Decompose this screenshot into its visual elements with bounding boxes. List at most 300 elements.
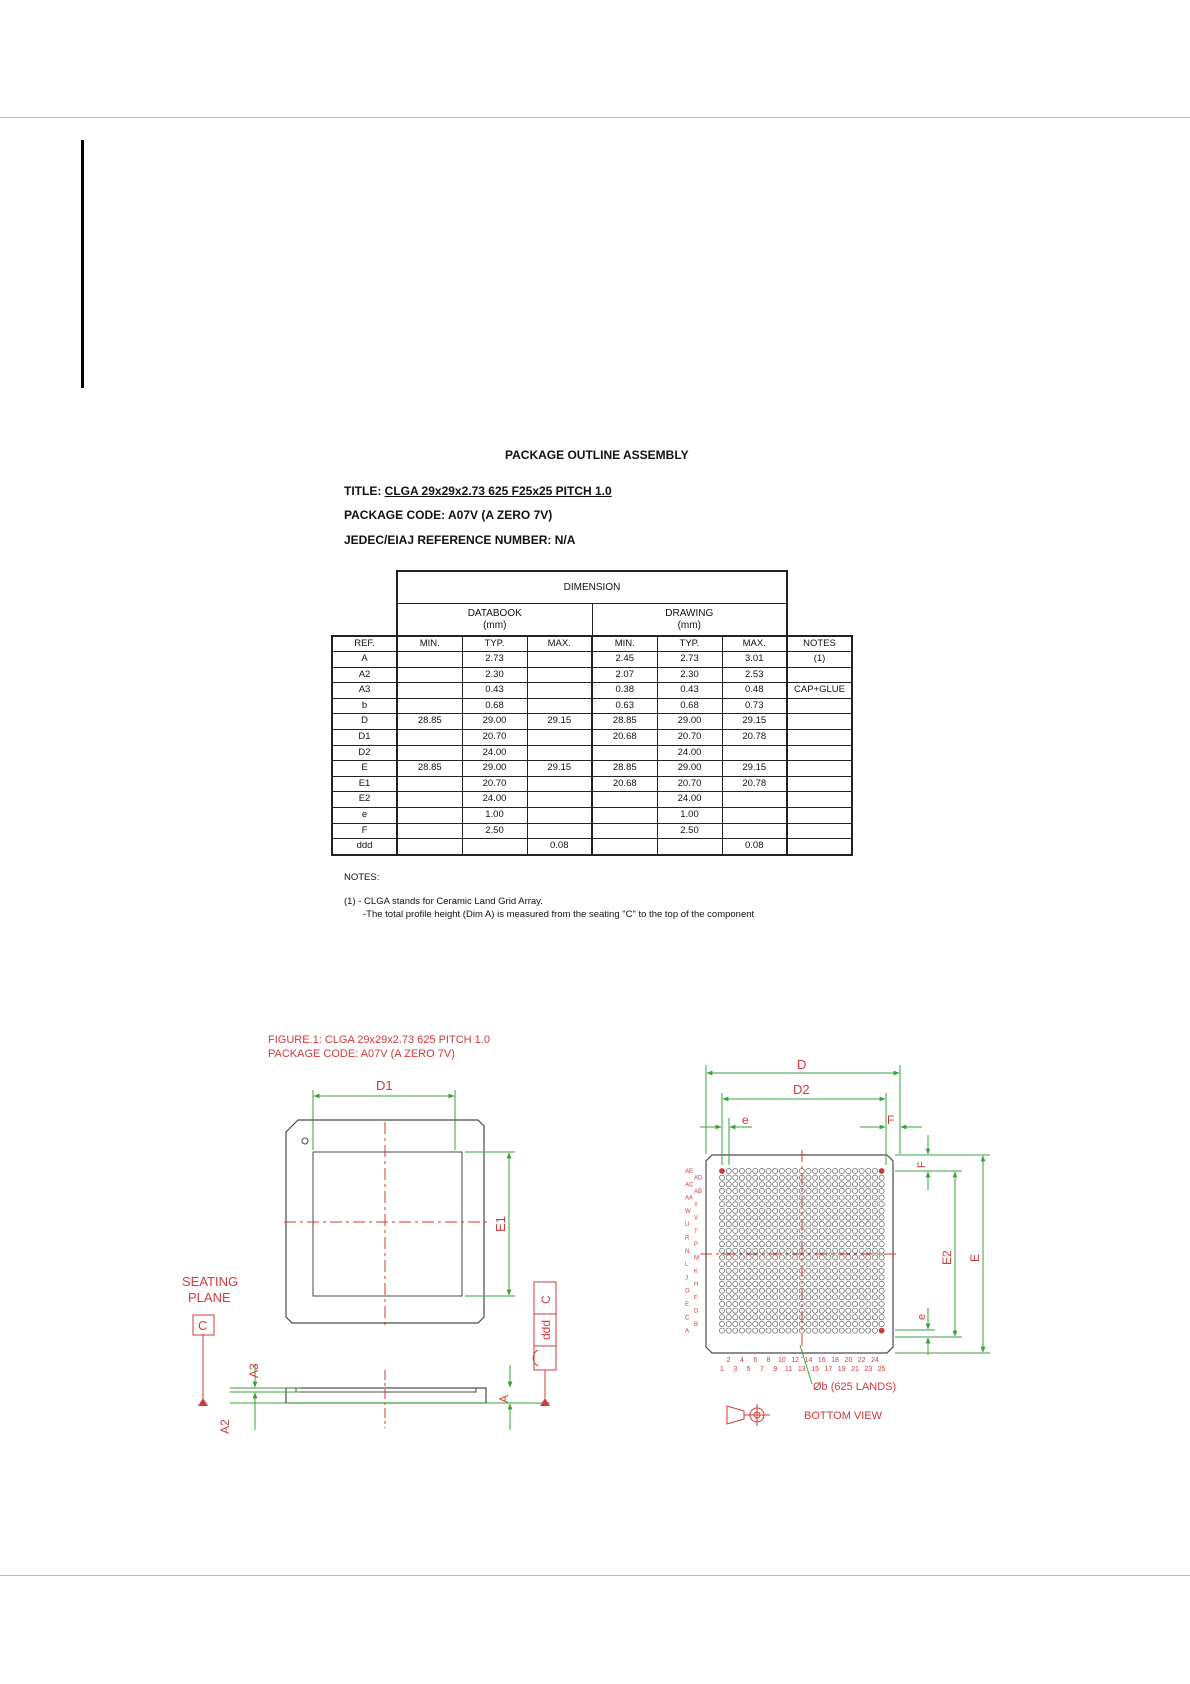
land-pad (846, 1222, 851, 1227)
land-pad (779, 1228, 784, 1233)
land-pad (852, 1182, 857, 1187)
land-pad (793, 1195, 798, 1200)
land-pad (719, 1301, 724, 1306)
land-pad (879, 1308, 884, 1313)
land-pad (759, 1195, 764, 1200)
land-pad (872, 1321, 877, 1326)
land-pad (773, 1202, 778, 1207)
land-pad (753, 1262, 758, 1267)
land-pad (859, 1195, 864, 1200)
land-pad (826, 1321, 831, 1326)
land-pad (852, 1202, 857, 1207)
land-pad (779, 1242, 784, 1247)
land-pad (779, 1248, 784, 1253)
land-pad (819, 1275, 824, 1280)
land-pad (826, 1281, 831, 1286)
land-pad (786, 1182, 791, 1187)
land-pad (872, 1175, 877, 1180)
ref-cell: E (332, 761, 397, 777)
land-pad (786, 1321, 791, 1326)
land-pad (759, 1215, 764, 1220)
land-pad (719, 1288, 724, 1293)
land-pad (866, 1195, 871, 1200)
land-pad (753, 1175, 758, 1180)
value-cell: 2.53 (722, 667, 787, 683)
land-pad (739, 1175, 744, 1180)
value-cell: 29.15 (527, 761, 592, 777)
value-cell (787, 698, 852, 714)
land-pad (726, 1275, 731, 1280)
land-pad (733, 1308, 738, 1313)
land-pad (806, 1215, 811, 1220)
land-pad (726, 1328, 731, 1333)
land-pad (806, 1175, 811, 1180)
value-cell: 29.15 (722, 714, 787, 730)
land-pad (746, 1248, 751, 1253)
land-pad (806, 1235, 811, 1240)
land-pad (806, 1182, 811, 1187)
land-pad (819, 1315, 824, 1320)
land-pad (866, 1175, 871, 1180)
value-cell (527, 745, 592, 761)
land-pad (846, 1195, 851, 1200)
land-pad (779, 1275, 784, 1280)
land-pad (872, 1288, 877, 1293)
ref-cell: D2 (332, 745, 397, 761)
land-pad (779, 1288, 784, 1293)
package-drawing (0, 1000, 1190, 1450)
land-pad (793, 1268, 798, 1273)
land-pad (773, 1255, 778, 1260)
group-header-row (332, 604, 852, 637)
land-pad (739, 1188, 744, 1193)
land-pad (773, 1215, 778, 1220)
value-cell: 20.68 (592, 729, 657, 745)
land-pad (879, 1242, 884, 1247)
land-pad (866, 1268, 871, 1273)
column-label: 18 (831, 1357, 839, 1364)
table-row (332, 745, 852, 761)
value-cell: 0.38 (592, 683, 657, 699)
land-pad (726, 1222, 731, 1227)
land-pad (819, 1262, 824, 1267)
column-label: 7 (759, 1366, 764, 1373)
land-pad (793, 1262, 798, 1267)
land-pad (746, 1301, 751, 1306)
land-pad (813, 1321, 818, 1326)
value-cell: 1.00 (657, 807, 722, 823)
land-pad (753, 1321, 758, 1326)
land-pad (759, 1281, 764, 1286)
land-pad (846, 1202, 851, 1207)
land-pad (786, 1255, 791, 1260)
land-pad (779, 1281, 784, 1286)
column-label: 14 (804, 1357, 813, 1364)
land-pad (726, 1215, 731, 1220)
jedec-value: N/A (554, 533, 576, 547)
column-label: 22 (857, 1357, 866, 1364)
row-label: J (685, 1275, 688, 1282)
land-pad (879, 1281, 884, 1286)
land-pad (819, 1301, 824, 1306)
land-pad (839, 1281, 844, 1286)
row-label: N (685, 1248, 690, 1255)
land-pad (793, 1255, 798, 1260)
land-pad (859, 1308, 864, 1313)
land-pad (779, 1315, 784, 1320)
land-pad (859, 1255, 864, 1260)
land-pad (726, 1301, 731, 1306)
land-pad (826, 1208, 831, 1213)
column-label: 13 (797, 1366, 806, 1373)
land-pad (779, 1168, 784, 1173)
land-pad (733, 1222, 738, 1227)
land-pad (746, 1182, 751, 1187)
land-pad (773, 1308, 778, 1313)
land-pad (719, 1315, 724, 1320)
land-pad (759, 1288, 764, 1293)
land-pad (806, 1168, 811, 1173)
land-pad (866, 1315, 871, 1320)
land-pad (739, 1168, 744, 1173)
value-cell (527, 823, 592, 839)
land-pad (773, 1328, 778, 1333)
land-pad (753, 1295, 758, 1300)
land-pad (879, 1222, 884, 1227)
land-pad (739, 1182, 744, 1187)
land-pad (766, 1235, 771, 1240)
package-code-label: PACKAGE CODE: (344, 508, 446, 522)
land-pad (852, 1222, 857, 1227)
land-pad (859, 1182, 864, 1187)
land-pad (832, 1235, 837, 1240)
land-pad (773, 1188, 778, 1193)
land-pad (826, 1188, 831, 1193)
land-pad (866, 1295, 871, 1300)
land-pad (779, 1182, 784, 1187)
land-pad (819, 1268, 824, 1273)
land-pad (852, 1308, 857, 1313)
land-pad (759, 1315, 764, 1320)
land-pad (872, 1222, 877, 1227)
land-pad (759, 1202, 764, 1207)
land-pad (746, 1315, 751, 1320)
land-pad (813, 1275, 818, 1280)
value-cell (787, 745, 852, 761)
land-pad (733, 1235, 738, 1240)
land-pad (813, 1301, 818, 1306)
value-cell (722, 745, 787, 761)
land-pad (746, 1208, 751, 1213)
land-pad (733, 1328, 738, 1333)
row-label: H (694, 1282, 699, 1288)
land-pad (773, 1195, 778, 1200)
land-pad (766, 1308, 771, 1313)
land-pad (746, 1308, 751, 1313)
column-label: 4 (740, 1357, 744, 1364)
land-pad (793, 1275, 798, 1280)
land-pad (846, 1315, 851, 1320)
land-pad (866, 1308, 871, 1313)
land-pad (793, 1175, 798, 1180)
value-cell: 2.30 (657, 667, 722, 683)
value-cell (592, 745, 657, 761)
land-pad (806, 1208, 811, 1213)
land-pad (846, 1255, 851, 1260)
land-pad (773, 1268, 778, 1273)
land-pad (813, 1235, 818, 1240)
label-lands: Øb (625 LANDS) (813, 1381, 897, 1393)
land-pad (879, 1255, 884, 1260)
column-label: 3 (733, 1366, 738, 1373)
row-label: V (694, 1215, 699, 1222)
land-pad (846, 1188, 851, 1193)
land-pad (879, 1268, 884, 1273)
land-pad (859, 1268, 864, 1273)
land-pad (733, 1262, 738, 1267)
land-pad (779, 1268, 784, 1273)
land-pad (766, 1242, 771, 1247)
value-cell (787, 776, 852, 792)
land-pad (813, 1215, 818, 1220)
land-pad (839, 1288, 844, 1293)
land-pad (819, 1281, 824, 1286)
land-pad (766, 1168, 771, 1173)
land-pad (806, 1242, 811, 1247)
label-a3: A3 (247, 1363, 261, 1378)
land-pad (819, 1188, 824, 1193)
databook-header (397, 604, 592, 637)
land-pad (879, 1182, 884, 1187)
land-pad (813, 1308, 818, 1313)
value-cell (722, 792, 787, 808)
land-pad (773, 1288, 778, 1293)
dimension-table (331, 570, 853, 856)
land-pad (859, 1202, 864, 1207)
land-pad (726, 1262, 731, 1267)
land-pad (746, 1188, 751, 1193)
value-cell: 3.01 (722, 652, 787, 668)
land-pad (793, 1328, 798, 1333)
land-pad (879, 1301, 884, 1306)
land-pad (852, 1268, 857, 1273)
land-pad (832, 1242, 837, 1247)
value-cell: 2.45 (592, 652, 657, 668)
land-pad (839, 1255, 844, 1260)
column-header: TYP. (462, 636, 527, 652)
land-pad (879, 1288, 884, 1293)
land-pad (806, 1315, 811, 1320)
table-row (332, 792, 852, 808)
land-pad (766, 1202, 771, 1207)
row-label: L (685, 1262, 689, 1269)
land-pad (786, 1228, 791, 1233)
land-pad (806, 1202, 811, 1207)
column-label: 23 (864, 1366, 873, 1373)
value-cell: 2.50 (657, 823, 722, 839)
land-pad (733, 1315, 738, 1320)
column-header: MIN. (397, 636, 462, 652)
row-label: B (694, 1322, 699, 1328)
land-pad (733, 1255, 738, 1260)
land-pad (872, 1202, 877, 1207)
land-pad (866, 1228, 871, 1233)
land-pad (759, 1242, 764, 1247)
row-label: E (685, 1302, 690, 1308)
land-pad (813, 1328, 818, 1333)
value-cell (787, 729, 852, 745)
land-pad (733, 1295, 738, 1300)
land-pad (753, 1215, 758, 1220)
land-pad (766, 1195, 771, 1200)
land-pad (726, 1202, 731, 1207)
value-cell: 0.08 (722, 839, 787, 855)
land-pad (759, 1235, 764, 1240)
land-pad (866, 1188, 871, 1193)
land-pad (733, 1275, 738, 1280)
land-pad (879, 1188, 884, 1193)
land-pad (766, 1288, 771, 1293)
land-pad (826, 1242, 831, 1247)
land-pad (879, 1228, 884, 1233)
land-pad (813, 1288, 818, 1293)
land-pad (779, 1208, 784, 1213)
land-pad (766, 1175, 771, 1180)
label-e2: E2 (940, 1250, 954, 1265)
value-cell: 20.70 (657, 776, 722, 792)
land-pad (759, 1262, 764, 1267)
land-pad (719, 1262, 724, 1267)
land-pad (719, 1175, 724, 1180)
land-pad (813, 1175, 818, 1180)
land-pad (852, 1235, 857, 1240)
value-cell (397, 776, 462, 792)
label-e-pitch-vertical: e (916, 1313, 928, 1320)
package-code-line (344, 508, 552, 522)
land-pad (806, 1195, 811, 1200)
land-pad (753, 1202, 758, 1207)
value-cell (592, 823, 657, 839)
land-pad (813, 1202, 818, 1207)
land-pad (793, 1308, 798, 1313)
land-pad (773, 1301, 778, 1306)
land-pad (766, 1268, 771, 1273)
land-pad (766, 1275, 771, 1280)
row-label: AB (694, 1189, 703, 1195)
land-pad (859, 1281, 864, 1286)
value-cell: 0.43 (657, 683, 722, 699)
land-pad (746, 1228, 751, 1233)
land-pad (739, 1275, 744, 1280)
column-header: REF. (332, 636, 397, 652)
land-pad (859, 1188, 864, 1193)
land-pad (753, 1275, 758, 1280)
land-pad (806, 1262, 811, 1267)
value-cell: 0.08 (527, 839, 592, 855)
land-pad (719, 1188, 724, 1193)
value-cell (462, 839, 527, 855)
land-pad (832, 1281, 837, 1286)
land-pad (759, 1248, 764, 1253)
column-header: MIN. (592, 636, 657, 652)
land-pad (766, 1315, 771, 1320)
land-pad (866, 1288, 871, 1293)
land-pad (793, 1321, 798, 1326)
land-pad (879, 1262, 884, 1267)
land-pad (726, 1308, 731, 1313)
land-pad (793, 1202, 798, 1207)
land-pad (786, 1188, 791, 1193)
land-pad (813, 1228, 818, 1233)
land-pad (819, 1195, 824, 1200)
ref-cell: ddd (332, 839, 397, 855)
land-pad (859, 1275, 864, 1280)
land-pad (872, 1255, 877, 1260)
value-cell: 2.73 (462, 652, 527, 668)
land-pad (846, 1168, 851, 1173)
land-pad (793, 1188, 798, 1193)
land-pad (872, 1281, 877, 1286)
land-pad (786, 1281, 791, 1286)
land-pad (852, 1208, 857, 1213)
land-pad (866, 1301, 871, 1306)
land-pad (806, 1268, 811, 1273)
land-pad (786, 1175, 791, 1180)
land-pad (733, 1281, 738, 1286)
land-pad (773, 1168, 778, 1173)
land-pad (819, 1248, 824, 1253)
land-pad (746, 1202, 751, 1207)
land-pad (846, 1215, 851, 1220)
land-pad (813, 1168, 818, 1173)
land-pad (846, 1175, 851, 1180)
land-pad (739, 1235, 744, 1240)
land-pad (839, 1242, 844, 1247)
row-label: U (685, 1222, 690, 1229)
land-pad (779, 1188, 784, 1193)
land-pad (846, 1208, 851, 1213)
land-pad (839, 1268, 844, 1273)
title-value: CLGA 29x29x2.73 625 F25x25 PITCH 1.0 (384, 484, 612, 498)
land-pad (726, 1235, 731, 1240)
land-pad (806, 1255, 811, 1260)
land-pad (819, 1235, 824, 1240)
land-pad (759, 1208, 764, 1213)
land-pad (719, 1275, 724, 1280)
land-pad (773, 1235, 778, 1240)
land-pad (753, 1315, 758, 1320)
land-pad (753, 1308, 758, 1313)
land-pad (733, 1228, 738, 1233)
land-pad (739, 1228, 744, 1233)
land-pad (819, 1168, 824, 1173)
land-pad (759, 1275, 764, 1280)
land-pad (826, 1235, 831, 1240)
column-label: 16 (817, 1357, 826, 1364)
bottom-view (685, 1057, 990, 1426)
value-cell: 28.85 (397, 761, 462, 777)
value-cell: 28.85 (592, 714, 657, 730)
land-pad (852, 1228, 857, 1233)
land-pad (739, 1208, 744, 1213)
column-label: 15 (811, 1366, 819, 1373)
row-label: F (694, 1295, 698, 1302)
land-pad (813, 1222, 818, 1227)
land-pad (793, 1222, 798, 1227)
value-cell: 24.00 (462, 745, 527, 761)
land-pad (786, 1275, 791, 1280)
land-pad (832, 1321, 837, 1326)
